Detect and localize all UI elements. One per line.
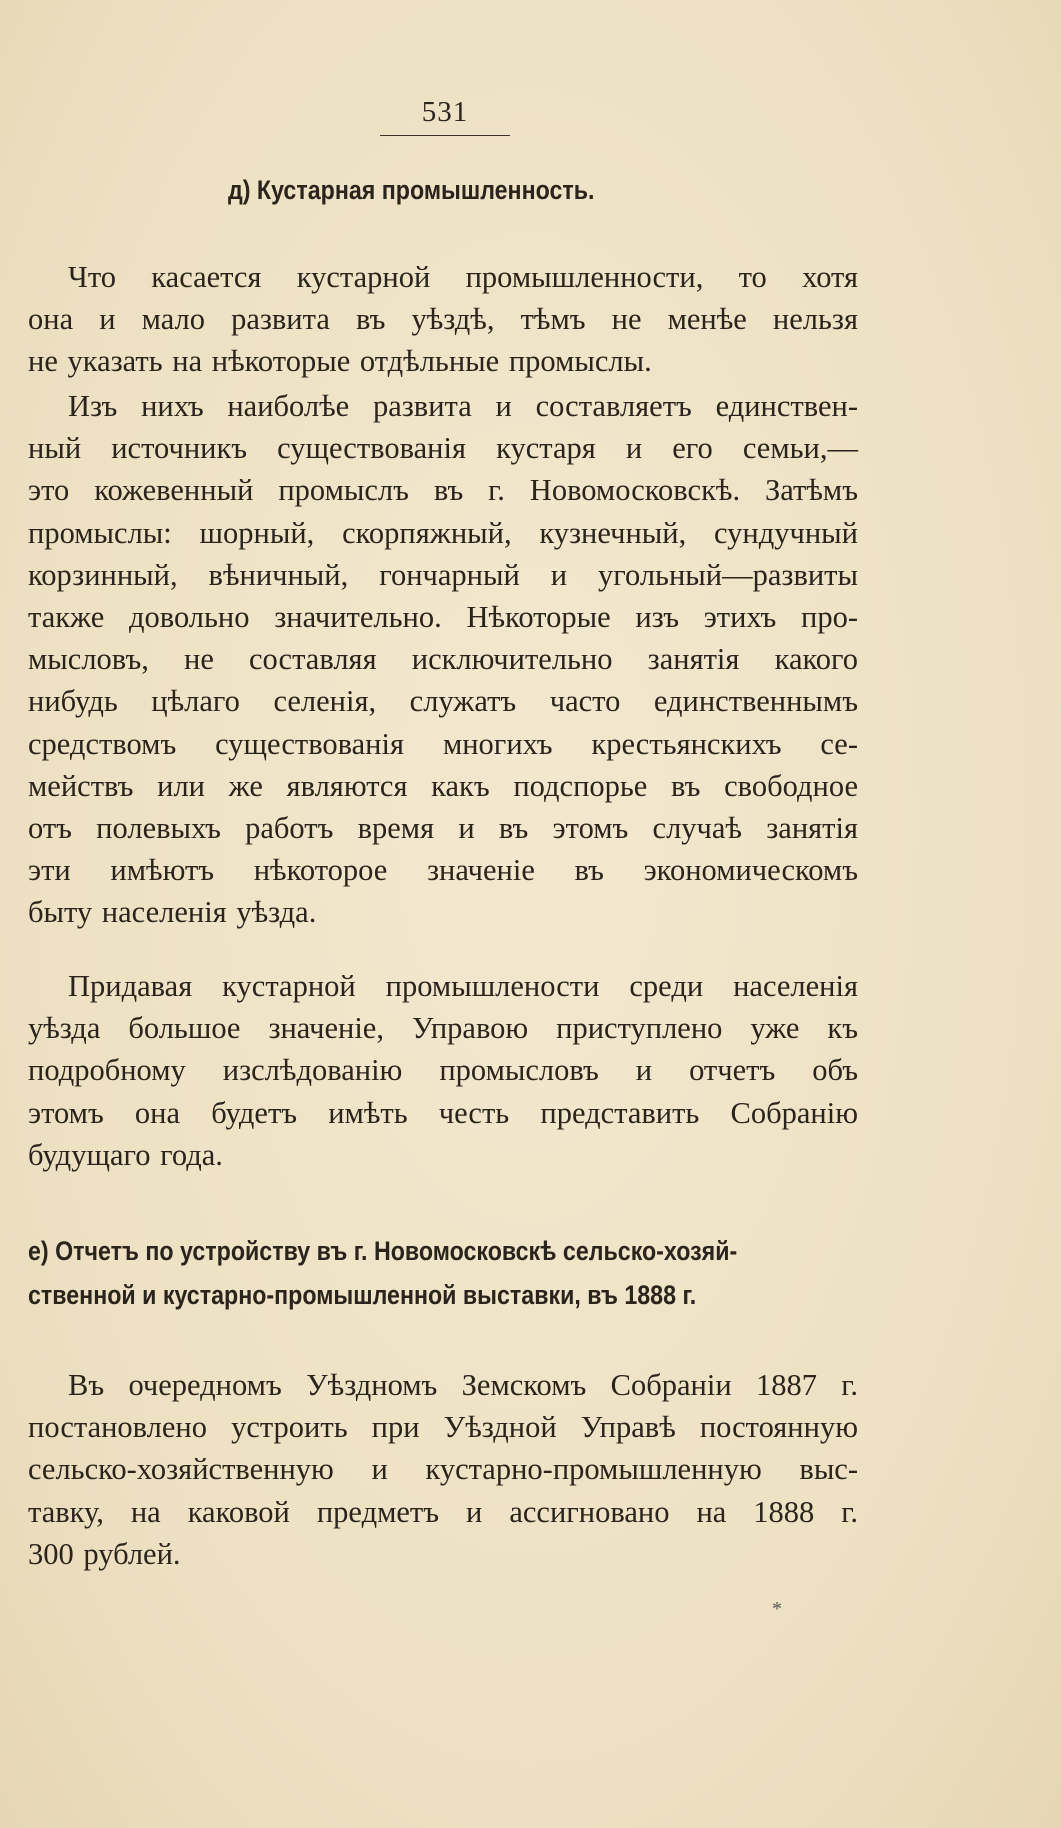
- section-d-paragraph-2: [28, 385, 858, 933]
- section-d-paragraph-3: [28, 965, 858, 1176]
- text-line: это кожевенный промыслъ въ г. Новомосковскѣ. Затѣмъ: [28, 473, 858, 508]
- section-d-heading: д) Кустарная промышленность.: [228, 175, 595, 205]
- section-d-paragraph-1: [28, 256, 858, 383]
- page-number: 531: [421, 96, 469, 128]
- text-line: также довольно значительно. Нѣкоторые изъ этихъ про-: [28, 599, 858, 634]
- text-line: корзинный, вѣничный, гончарный и угольный—развиты: [28, 557, 858, 592]
- text-line: подробному изслѣдованію промысловъ и отчетъ объ: [28, 1053, 858, 1088]
- section-e-paragraph-1: [28, 1364, 858, 1575]
- text-line: Придавая кустарной промышлености среди населенія: [68, 969, 858, 1003]
- text-line: эти имѣютъ нѣкоторое значеніе въ экономическомъ: [28, 853, 858, 888]
- text-line: нибудь цѣлаго селенія, служатъ часто единственнымъ: [28, 684, 858, 719]
- section-e-heading-line-1: е) Отчетъ по устройству въ г. Новомосковскѣ сельско-хозяй-: [28, 1236, 738, 1266]
- text-line: ный источникъ существованія кустаря и его семьи,—: [28, 431, 858, 466]
- text-line: Въ очередномъ Уѣздномъ Земскомъ Собраніи 1887 г.: [68, 1368, 858, 1402]
- text-line: мействъ или же являются какъ подспорье въ свободное: [28, 768, 858, 803]
- text-line: Что касается кустарной промышленности, то хотя: [68, 260, 858, 294]
- text-line: промыслы: шорный, скорпяжный, кузнечный, сундучный: [28, 515, 858, 550]
- page-number-rule: [380, 135, 510, 136]
- text-line: она и мало развита въ уѣздѣ, тѣмъ не менѣе нельзя: [28, 302, 858, 337]
- text-line: этомъ она будетъ имѣть честь представить Собранію: [28, 1095, 858, 1130]
- text-line: 300 рублей.: [28, 1536, 181, 1571]
- text-line: отъ полевыхъ работъ время и въ этомъ случаѣ занятія: [28, 810, 858, 845]
- text-line: не указать на нѣкоторые отдѣльные промыслы.: [28, 344, 652, 379]
- footer-mark: *: [772, 1598, 782, 1620]
- text-line: сельско-хозяйственную и кустарно-промышленную выс-: [28, 1452, 858, 1487]
- text-line: уѣзда большое значеніе, Управою приступлено уже къ: [28, 1011, 858, 1046]
- text-line: средствомъ существованія многихъ крестьянскихъ се-: [28, 726, 858, 761]
- text-line: быту населенія уѣзда.: [28, 895, 317, 930]
- section-e-heading-line-2: ственной и кустарно-промышленной выставки, въ 1888 г.: [28, 1280, 697, 1310]
- text-line: мысловъ, не составляя исключительно занятія какого: [28, 642, 858, 677]
- text-line: будущаго года.: [28, 1137, 223, 1172]
- text-line: постановлено устроить при Уѣздной Управѣ постоянную: [28, 1410, 858, 1445]
- text-line: Изъ нихъ наиболѣе развита и составляетъ единствен-: [68, 389, 858, 423]
- text-line: тавку, на каковой предметъ и ассигновано на 1888 г.: [28, 1494, 858, 1529]
